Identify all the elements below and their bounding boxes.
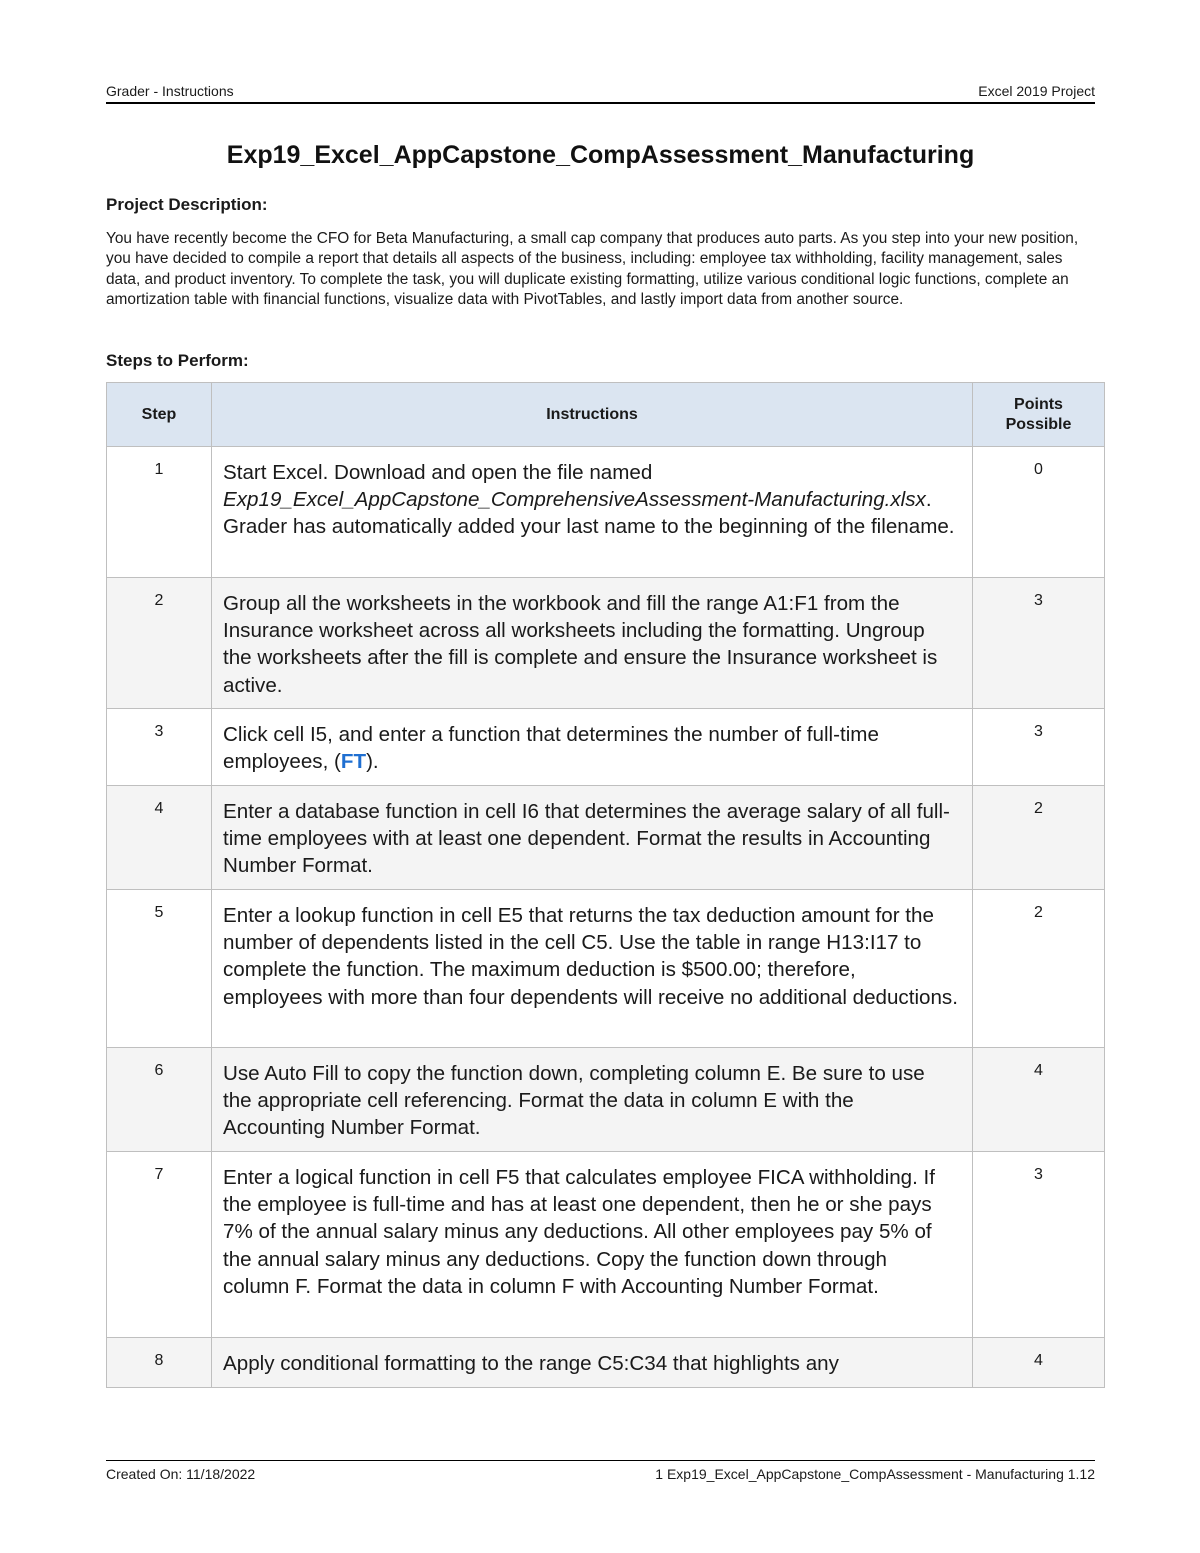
- page-header: [106, 82, 1095, 104]
- step-points: 3: [973, 1152, 1105, 1338]
- table-header-row: [107, 383, 1105, 447]
- step-points: 4: [973, 1338, 1105, 1388]
- step-number: 4: [107, 786, 212, 890]
- step-number: 7: [107, 1152, 212, 1338]
- steps-table: [106, 382, 1105, 1388]
- project-description-text: You have recently become the CFO for Beta Manufacturing, a small cap company that produces auto parts. As you step into your new position, you have decided to compile a report that details all aspects of the business, including: employee tax withholding, facility management, sales data, and product inventory. To complete the task, you will duplicate existing formatting, utilize various conditional logic functions, complete an amortization table with financial functions, visualize data with PivotTables, and lastly import data from another source.: [106, 230, 1079, 309]
- table-row: [107, 1152, 1105, 1338]
- step-number: 6: [107, 1048, 212, 1152]
- step-points: 2: [973, 890, 1105, 1048]
- table-row: [107, 1048, 1105, 1152]
- step-points: 2: [973, 786, 1105, 890]
- step-points: 0: [973, 447, 1105, 578]
- step-instruction: Enter a lookup function in cell E5 that returns the tax deduction amount for the number of dependents listed in the cell C5. Use the table in range H13:I17 to complete the function. The maximum deduction is $500.00; therefore, employees with more than four dependents will receive no additional deductions.: [212, 890, 973, 1048]
- step-instruction: Enter a logical function in cell F5 that calculates employee FICA withholding. If the employee is full-time and has at least one dependent, then he or she pays 7% of the annual salary minus any deductions. All other employees pay 5% of the annual salary minus any deductions. Copy the function down through column F. Format the data in column F with Accounting Number Format.: [212, 1152, 973, 1338]
- step-points: 4: [973, 1048, 1105, 1152]
- header-instructions: Instructions: [212, 383, 973, 447]
- step-points: 3: [973, 578, 1105, 709]
- step-instruction: Enter a database function in cell I6 that determines the average salary of all full-time employees with at least one dependent. Format the results in Accounting Number Format.: [212, 786, 973, 890]
- step-instruction: Apply conditional formatting to the range C5:C34 that highlights any: [212, 1338, 973, 1388]
- step-instruction: Group all the worksheets in the workbook and fill the range A1:F1 from the Insurance worksheet across all worksheets including the formatting. Ungroup the worksheets after the fill is complete and ensure the Insurance worksheet is active.: [212, 578, 973, 709]
- header-points-line1: Points: [1014, 395, 1063, 413]
- document-title: Exp19_Excel_AppCapstone_CompAssessment_Manufacturing: [226, 141, 975, 169]
- step-instruction: Use Auto Fill to copy the function down, completing column E. Be sure to use the appropriate cell referencing. Format the data in column E with the Accounting Number Format.: [212, 1048, 973, 1152]
- table-row: [107, 447, 1105, 578]
- header-points-line2: Possible: [1005, 415, 1072, 433]
- ft-highlight: FT: [340, 750, 367, 774]
- step-points: 3: [973, 709, 1105, 786]
- step-instruction: [212, 447, 973, 578]
- step-number: 8: [107, 1338, 212, 1388]
- project-description-label: Project Description:: [106, 195, 268, 214]
- table-row: [107, 786, 1105, 890]
- document-page: [106, 0, 1095, 1553]
- instruction-filename: Exp19_Excel_AppCapstone_ComprehensiveAssessment-Manufacturing.xlsx: [223, 488, 926, 512]
- table-row: [107, 578, 1105, 709]
- table-row: [107, 1338, 1105, 1388]
- table-row: [107, 709, 1105, 786]
- footer-created-date: Created On: 11/18/2022: [106, 1466, 256, 1482]
- footer-page-info: 1 Exp19_Excel_AppCapstone_CompAssessment - Manufacturing 1.12: [655, 1466, 1095, 1482]
- header-right-text: Excel 2019 Project: [978, 83, 1095, 99]
- header-left-text: Grader - Instructions: [106, 83, 234, 99]
- step-instruction: [212, 709, 973, 786]
- step-number: 2: [107, 578, 212, 709]
- instruction-text: ).: [366, 750, 379, 774]
- step-number: 3: [107, 709, 212, 786]
- header-points: [973, 383, 1105, 447]
- table-row: [107, 890, 1105, 1048]
- instruction-text: . Grader has automatically added your last name to the beginning of the filename.: [223, 488, 955, 539]
- instruction-text: Click cell I5, and enter a function that determines the number of full-time employees, (: [223, 723, 879, 774]
- step-number: 1: [107, 447, 212, 578]
- step-number: 5: [107, 890, 212, 1048]
- steps-label: Steps to Perform:: [106, 351, 249, 370]
- instruction-text: Start Excel. Download and open the file named: [223, 461, 653, 484]
- page-footer: [106, 1460, 1095, 1482]
- header-step: Step: [107, 383, 212, 447]
